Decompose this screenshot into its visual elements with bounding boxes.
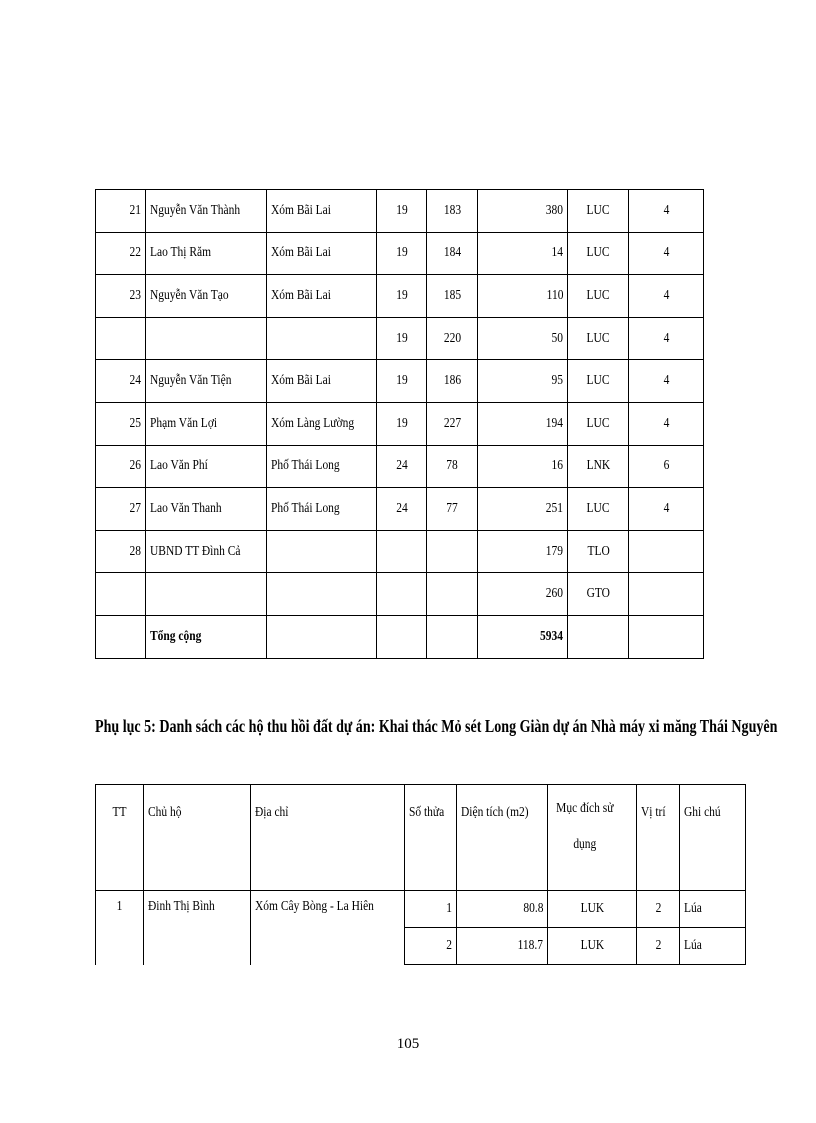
cell-position: 4: [629, 232, 704, 275]
cell-parcel: 186: [427, 360, 478, 403]
cell-tt: 24: [96, 360, 146, 403]
cell-land-type: GTO: [568, 573, 629, 616]
header-position: Vị trí: [637, 785, 680, 891]
cell-position: 2: [637, 928, 680, 965]
cell-owner-name: Lao Văn Phí: [146, 445, 267, 488]
cell-address: [267, 530, 377, 573]
cell-purpose: LUK: [548, 891, 637, 928]
cell-parcel: 220: [427, 317, 478, 360]
cell-parcel: 1: [405, 891, 457, 928]
cell-address: Xóm Cây Bòng - La Hiên: [251, 891, 405, 965]
cell-map-sheet: [377, 573, 427, 616]
table-row: [96, 317, 704, 360]
cell-address: Xóm Bãi Lai: [267, 232, 377, 275]
cell-map-sheet: 19: [377, 190, 427, 233]
empty-cell: [629, 615, 704, 658]
table-row: [96, 530, 704, 573]
header-address: Địa chỉ: [251, 785, 405, 891]
cell-area: 260: [478, 573, 568, 616]
cell-land-type: LNK: [568, 445, 629, 488]
cell-tt: 28: [96, 530, 146, 573]
cell-position: 4: [629, 275, 704, 318]
cell-position: 4: [629, 402, 704, 445]
cell-note: Lúa: [680, 928, 746, 965]
table-row: [96, 891, 746, 928]
cell-parcel: 184: [427, 232, 478, 275]
cell-tt: 27: [96, 488, 146, 531]
cell-map-sheet: [377, 530, 427, 573]
cell-owner-name: [146, 573, 267, 616]
cell-area: 16: [478, 445, 568, 488]
header-owner: Chủ hộ: [144, 785, 251, 891]
cell-parcel: 183: [427, 190, 478, 233]
cell-tt: 1: [96, 891, 144, 965]
cell-address: Phố Thái Long: [267, 445, 377, 488]
cell-parcel: 227: [427, 402, 478, 445]
cell-parcel: [427, 530, 478, 573]
header-note: Ghi chú: [680, 785, 746, 891]
cell-note: Lúa: [680, 891, 746, 928]
cell-area: 194: [478, 402, 568, 445]
cell-map-sheet: 24: [377, 488, 427, 531]
table-row: [96, 360, 704, 403]
cell-tt: 21: [96, 190, 146, 233]
cell-owner-name: Nguyễn Văn Thành: [146, 190, 267, 233]
cell-owner-name: Nguyễn Văn Tiện: [146, 360, 267, 403]
cell-address: Xóm Bãi Lai: [267, 360, 377, 403]
table-row: [96, 275, 704, 318]
empty-cell: [267, 615, 377, 658]
page-number: 105: [396, 1036, 420, 1052]
cell-land-type: LUC: [568, 317, 629, 360]
cell-area: 80.8: [457, 891, 548, 928]
total-row: [96, 615, 704, 658]
table-row: [96, 488, 704, 531]
total-label: Tổng cộng: [146, 615, 267, 658]
total-value: 5934: [478, 615, 568, 658]
cell-tt: [96, 573, 146, 616]
table-row: [96, 232, 704, 275]
cell-address: Xóm Làng Lường: [267, 402, 377, 445]
cell-owner-name: Phạm Văn Lợi: [146, 402, 267, 445]
cell-address: Xóm Bãi Lai: [267, 275, 377, 318]
cell-land-type: LUC: [568, 275, 629, 318]
cell-position: 6: [629, 445, 704, 488]
cell-owner-name: Lao Văn Thanh: [146, 488, 267, 531]
cell-area: 14: [478, 232, 568, 275]
cell-address: Phố Thái Long: [267, 488, 377, 531]
table-row: [96, 445, 704, 488]
cell-owner: Đinh Thị Bình: [144, 891, 251, 965]
table-row: [96, 573, 704, 616]
empty-cell: [568, 615, 629, 658]
empty-cell: [377, 615, 427, 658]
cell-map-sheet: 19: [377, 317, 427, 360]
cell-tt: 26: [96, 445, 146, 488]
cell-map-sheet: 19: [377, 232, 427, 275]
cell-position: 4: [629, 360, 704, 403]
cell-tt: 22: [96, 232, 146, 275]
cell-position: 4: [629, 317, 704, 360]
cell-land-type: TLO: [568, 530, 629, 573]
cell-land-type: LUC: [568, 488, 629, 531]
cell-area: 110: [478, 275, 568, 318]
cell-owner-name: [146, 317, 267, 360]
cell-address: [267, 317, 377, 360]
cell-land-type: LUC: [568, 232, 629, 275]
cell-parcel: 2: [405, 928, 457, 965]
empty-cell: [427, 615, 478, 658]
table-row: [96, 190, 704, 233]
cell-map-sheet: 19: [377, 402, 427, 445]
cell-land-type: LUC: [568, 402, 629, 445]
empty-cell: [96, 615, 146, 658]
cell-position: 4: [629, 190, 704, 233]
cell-parcel: 77: [427, 488, 478, 531]
cell-owner-name: Lao Thị Răm: [146, 232, 267, 275]
table-header-row: [96, 785, 746, 891]
table-row: [96, 402, 704, 445]
cell-map-sheet: 19: [377, 275, 427, 318]
cell-position: 4: [629, 488, 704, 531]
appendix-title: Phụ lục 5: Danh sách các hộ thu hồi đất dự án: Khai thác Mỏ sét Long Giàn dự án Nhà máy xi măng Thái Nguyên: [95, 716, 778, 736]
cell-tt: [96, 317, 146, 360]
cell-land-type: LUC: [568, 360, 629, 403]
cell-address: Xóm Bãi Lai: [267, 190, 377, 233]
cell-land-type: LUC: [568, 190, 629, 233]
cell-parcel: 78: [427, 445, 478, 488]
cell-owner-name: UBND TT Đình Cả: [146, 530, 267, 573]
cell-parcel: [427, 573, 478, 616]
cell-position: 2: [637, 891, 680, 928]
cell-address: [267, 573, 377, 616]
cell-area: 179: [478, 530, 568, 573]
header-tt: TT: [96, 785, 144, 891]
cell-parcel: 185: [427, 275, 478, 318]
cell-area: 50: [478, 317, 568, 360]
header-area: Diện tích (m2): [457, 785, 548, 891]
cell-position: [629, 573, 704, 616]
header-purpose: Mục đích sử dụng: [548, 785, 637, 891]
cell-owner-name: Nguyễn Văn Tạo: [146, 275, 267, 318]
cell-position: [629, 530, 704, 573]
cell-purpose: LUK: [548, 928, 637, 965]
cell-area: 95: [478, 360, 568, 403]
cell-area: 118.7: [457, 928, 548, 965]
cell-area: 251: [478, 488, 568, 531]
household-table: [95, 784, 746, 965]
cell-area: 380: [478, 190, 568, 233]
header-parcel: Số thửa: [405, 785, 457, 891]
cell-map-sheet: 19: [377, 360, 427, 403]
cell-map-sheet: 24: [377, 445, 427, 488]
cell-tt: 23: [96, 275, 146, 318]
cell-tt: 25: [96, 402, 146, 445]
land-parcel-table: [95, 189, 704, 659]
